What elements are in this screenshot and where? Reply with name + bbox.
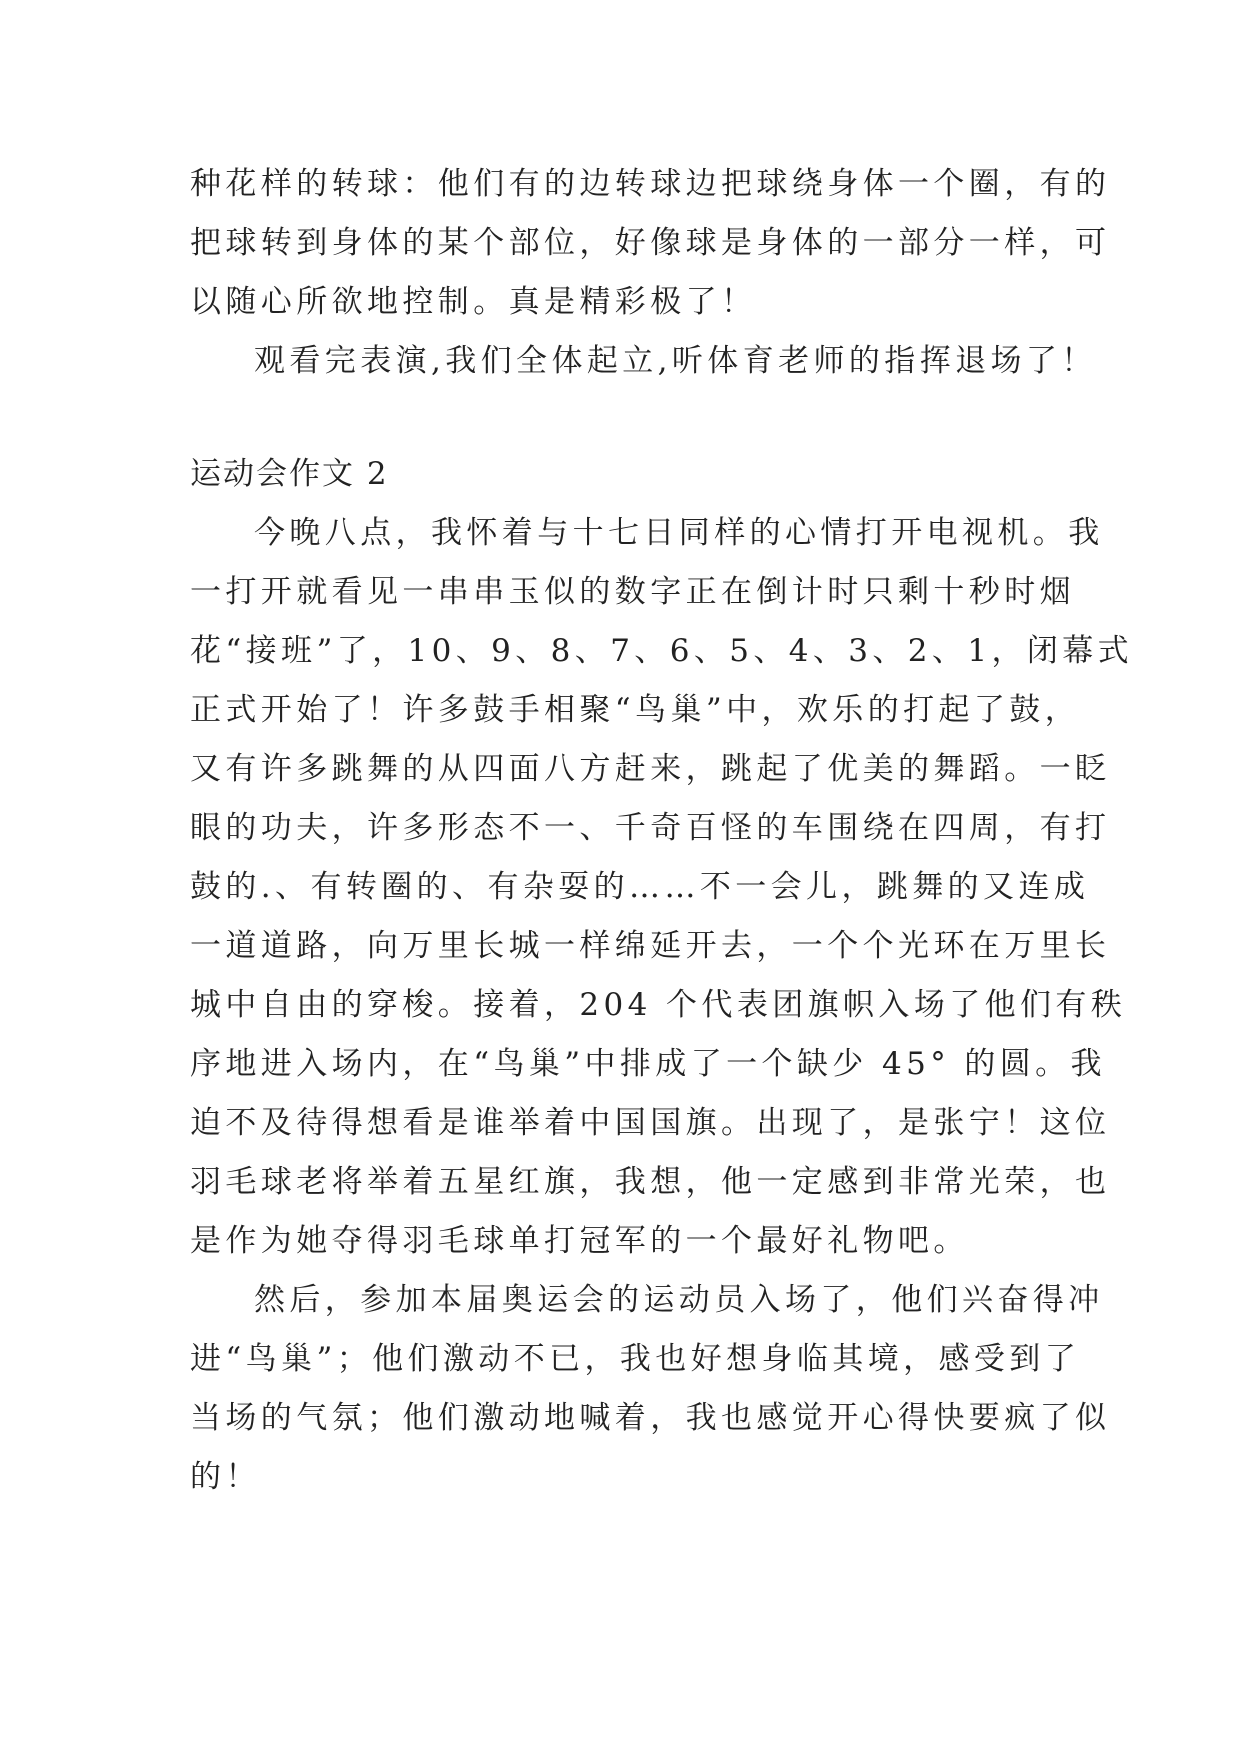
text-line: 眼的功夫，许多形态不一、千奇百怪的车围绕在四周，有打	[190, 810, 1111, 846]
text-line: 种花样的转球：他们有的边转球边把球绕身体一个圈，有的	[190, 166, 1111, 202]
text-line: 的！	[190, 1459, 261, 1495]
text-line: 一打开就看见一串串玉似的数字正在倒计时只剩十秒时烟	[190, 574, 1075, 610]
paragraph-athletes	[190, 1271, 1111, 1507]
text-line: 进“鸟巢”；他们激动不已，我也好想身临其境，感受到了	[190, 1341, 1081, 1377]
text-line: 一道道路，向万里长城一样绵延开去，一个个光环在万里长	[190, 928, 1111, 964]
text-line: 把球转到身体的某个部位，好像球是身体的一部分一样，可	[190, 225, 1111, 261]
text-line: 是作为她夺得羽毛球单打冠军的一个最好礼物吧。	[190, 1223, 969, 1259]
text-line: 观看完表演,我们全体起立,听体育老师的指挥退场了！	[254, 343, 1097, 379]
text-line: 羽毛球老将举着五星红旗，我想，他一定感到非常光荣，也	[190, 1164, 1111, 1200]
paragraph-intro-end	[190, 155, 1111, 391]
text-line: 花“接班”了，10、9、8、7、6、5、4、3、2、1，闭幕式	[190, 633, 1134, 669]
text-line: 以随心所欲地控制。真是精彩极了！	[190, 284, 757, 320]
section-heading-block	[190, 445, 1052, 504]
text-line: 然后，参加本届奥运会的运动员入场了，他们兴奋得冲	[254, 1282, 1104, 1318]
text-line: 今晚八点，我怀着与十七日同样的心情打开电视机。我	[254, 515, 1104, 551]
text-line: 又有许多跳舞的从四面八方赶来，跳起了优美的舞蹈。一眨	[190, 751, 1111, 787]
section-heading: 运动会作文 2	[190, 456, 389, 492]
text-line: 序地进入场内，在“鸟巢”中排成了一个缺少 45° 的圆。我	[190, 1046, 1106, 1082]
text-line: 城中自由的穿梭。接着，204 个代表团旗帜入场了他们有秩	[190, 987, 1127, 1023]
text-line: 迫不及待得想看是谁举着中国国旗。出现了，是张宁！这位	[190, 1105, 1111, 1141]
text-line: 正式开始了！许多鼓手相聚“鸟巢”中，欢乐的打起了鼓，	[190, 692, 1081, 728]
text-line: 当场的气氛；他们激动地喊着，我也感觉开心得快要疯了似	[190, 1400, 1111, 1436]
paragraph-closing-ceremony	[190, 504, 1134, 1271]
text-line: 鼓的.、有转圈的、有杂耍的……不一会儿，跳舞的又连成	[190, 869, 1090, 905]
